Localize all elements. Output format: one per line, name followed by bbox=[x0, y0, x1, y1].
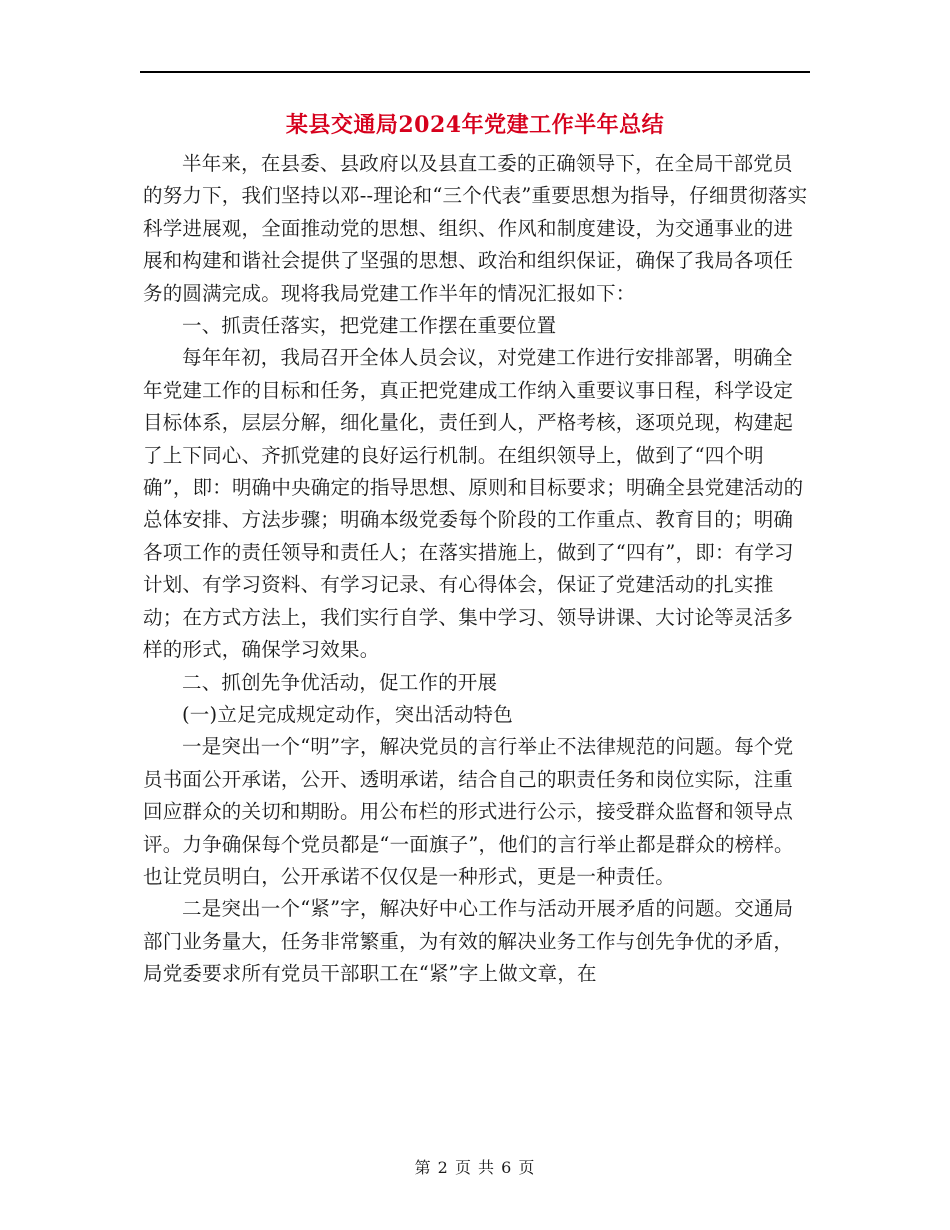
section-heading-2: 二、抓创先争优活动，促工作的开展 bbox=[182, 670, 498, 694]
paragraph-ming: 一是突出一个“明”字，解决党员的言行举止不法律规范的问题。每个党员书面公开承诺，公开、透明承诺，结合自己的职责任务和岗位实际，注重回应群众的关切和期盼。用公布栏的形式进行公示，接受群众监督和领导点评。力争确保每个党员都是“一面旗子”，他们的言行举止都是群众的榜样。也让党员明白，公开承诺不仅仅是一种形式，更是一种责任。 bbox=[143, 735, 794, 888]
paragraph-intro: 半年来，在县委、县政府以及县直工委的正确领导下，在全局干部党员的努力下，我们坚持以邓--理论和“三个代表”重要思想为指导，仔细贯彻落实科学进展观，全面推动党的思想、组织、作风和制度建设，为交通事业的进展和构建和谐社会提供了坚强的思想、政治和组织保证，确保了我局各项任务的圆满完成。现将我局党建工作半年的情况汇报如下： bbox=[143, 152, 808, 305]
paragraph-responsibility: 每年年初，我局召开全体人员会议，对党建工作进行安排部署，明确全年党建工作的目标和任务，真正把党建成工作纳入重要议事日程，科学设定目标体系，层层分解，细化量化，责任到人，严格考核，逐项兑现，构建起了上下同心、齐抓党建的良好运行机制。在组织领导上，做到了“四个明确”，即：明确中央确定的指导思想、原则和目标要求；明确全县党建活动的总体安排、方法步骤；明确本级党委每个阶段的工作重点、教育目的；明确各项工作的责任领导和责任人；在落实措施上，做到了“四有”，即：有学习计划、有学习资料、有学习记录、有心得体会，保证了党建活动的扎实推动；在方式方法上，我们实行自学、集中学习、领导讲课、大讨论等灵活多样的形式，确保学习效果。 bbox=[143, 346, 804, 662]
page-number: 第 2 页 共 6 页 bbox=[414, 1158, 536, 1177]
document-body bbox=[143, 148, 811, 991]
header-rule bbox=[140, 71, 810, 73]
document-title: 某县交通局2024年党建工作半年总结 bbox=[285, 112, 665, 138]
subsection-heading-1: (一)立足完成规定动作，突出活动特色 bbox=[182, 702, 513, 726]
paragraph-jin: 二是突出一个“紧”字，解决好中心工作与活动开展矛盾的问题。交通局部门业务量大，任务非常繁重，为有效的解决业务工作与创先争优的矛盾，局党委要求所有党员干部职工在“紧”字上做文章，在 bbox=[143, 897, 794, 986]
section-heading-1: 一、抓责任落实，把党建工作摆在重要位置 bbox=[182, 314, 557, 338]
